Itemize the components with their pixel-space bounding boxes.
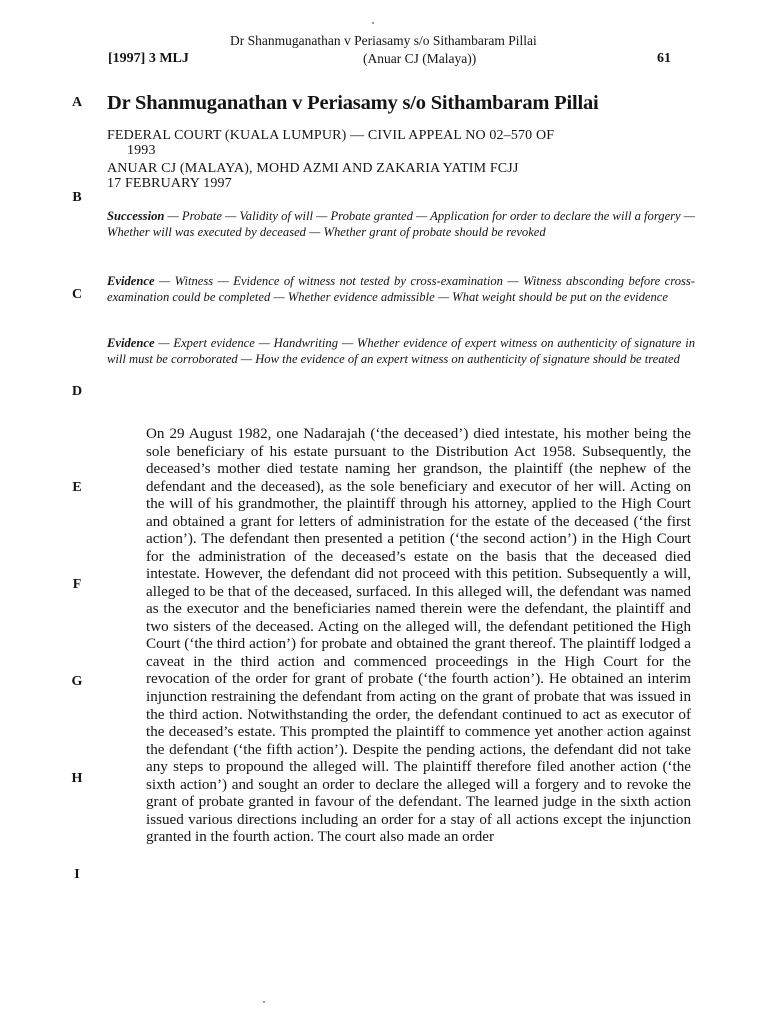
page-number: 61 <box>657 51 671 66</box>
catchword-paragraph <box>107 335 695 367</box>
running-title: Dr Shanmuganathan v Periasamy s/o Sithambaram Pillai <box>230 33 537 48</box>
margin-letter-c: C <box>71 287 83 302</box>
running-subtitle: (Anuar CJ (Malaya)) <box>363 51 477 66</box>
margin-letter-a: A <box>71 95 83 110</box>
margin-letter-i: I <box>74 867 80 882</box>
catchword-paragraph <box>107 273 695 305</box>
catchword-keyword: Evidence <box>107 336 155 350</box>
catchword-text: — Probate — Validity of will — Probate granted — Application for order to declare the will a forgery — Whether will was executed by deceased — Whether grant of probate should be revoked <box>107 209 695 240</box>
scan-dot <box>372 22 374 24</box>
catchword-keyword: Succession <box>107 209 165 223</box>
catchword-paragraph <box>107 208 695 240</box>
citation: [1997] 3 MLJ <box>108 51 189 66</box>
court-line-continued: 1993 <box>127 143 156 158</box>
case-title: Dr Shanmuganathan v Periasamy s/o Sithambaram Pillai <box>107 92 599 114</box>
margin-letter-d: D <box>71 384 83 399</box>
catchword-text: — Expert evidence — Handwriting — Whether evidence of expert witness on authenticity of signature in will must be corroborated — How the evidence of an expert witness on authenticity of signature should be treated <box>107 336 695 367</box>
court-line: FEDERAL COURT (KUALA LUMPUR) — CIVIL APPEAL NO 02–570 OF <box>107 128 555 143</box>
catchword-text: — Witness — Evidence of witness not tested by cross-examination — Witness absconding before cross-examination could be completed — Whether evidence admissible — What weight should be put on the evidence <box>107 274 695 305</box>
margin-letter-e: E <box>72 480 82 495</box>
margin-letter-f: F <box>72 577 82 592</box>
judges-line: ANUAR CJ (MALAYA), MOHD AZMI AND ZAKARIA YATIM FCJJ <box>107 161 519 176</box>
margin-letter-b: B <box>72 190 82 205</box>
scan-dot <box>263 1001 265 1003</box>
headnote-paragraph: On 29 August 1982, one Nadarajah (‘the deceased’) died intestate, his mother being the sole beneficiary of his estate pursuant to the Distribution Act 1958. Subsequently, the deceased’s mother died testate naming her grandson, the plaintiff (the nephew of the defendant and the deceased), as the sole beneficiary and executor of her will. Acting on the will of his grandmother, the plaintiff through his attorney, applied to the High Court and obtained a grant for letters of administration for the estate of the deceased (‘the first action’). The defendant then presented a petition (‘the second action’) in the High Court for the administration of the deceased’s estate on the basis that the deceased died intestate. However, the defendant did not proceed with this petition. Subsequently a will, alleged to be that of the deceased, surfaced. In this alleged will, the defendant was named as the executor and the beneficiaries named therein were the defendant, the plaintiff and two sisters of the deceased. Acting on the alleged will, the defendant petitioned the High Court (‘the third action’) for probate and obtained the grant thereof. The plaintiff lodged a caveat in the third action and commenced proceedings in the High Court for the revocation of the order for grant of probate (‘the fourth action’). He obtained an interim injunction restraining the defendant from acting on the grant of probate that was issued in the third action. Notwithstanding the order, the defendant continued to act as executor of the deceased’s estate. This prompted the plaintiff to commence yet another action against the defendant (‘the fifth action’). Despite the pending actions, the defendant did not take any steps to propound the alleged will. The plaintiff therefore filed another action (‘the sixth action’) and sought an order to declare the alleged will a forgery and to revoke the grant of probate granted in favour of the defendant. The learned judge in the sixth action issued various directions including an order for a stay of all actions except the injunction granted in the fourth action. The court also made an order <box>146 426 691 846</box>
margin-letter-g: G <box>71 674 83 689</box>
catchword-keyword: Evidence <box>107 274 155 288</box>
decision-date: 17 FEBRUARY 1997 <box>107 176 232 191</box>
margin-letter-h: H <box>71 771 83 786</box>
